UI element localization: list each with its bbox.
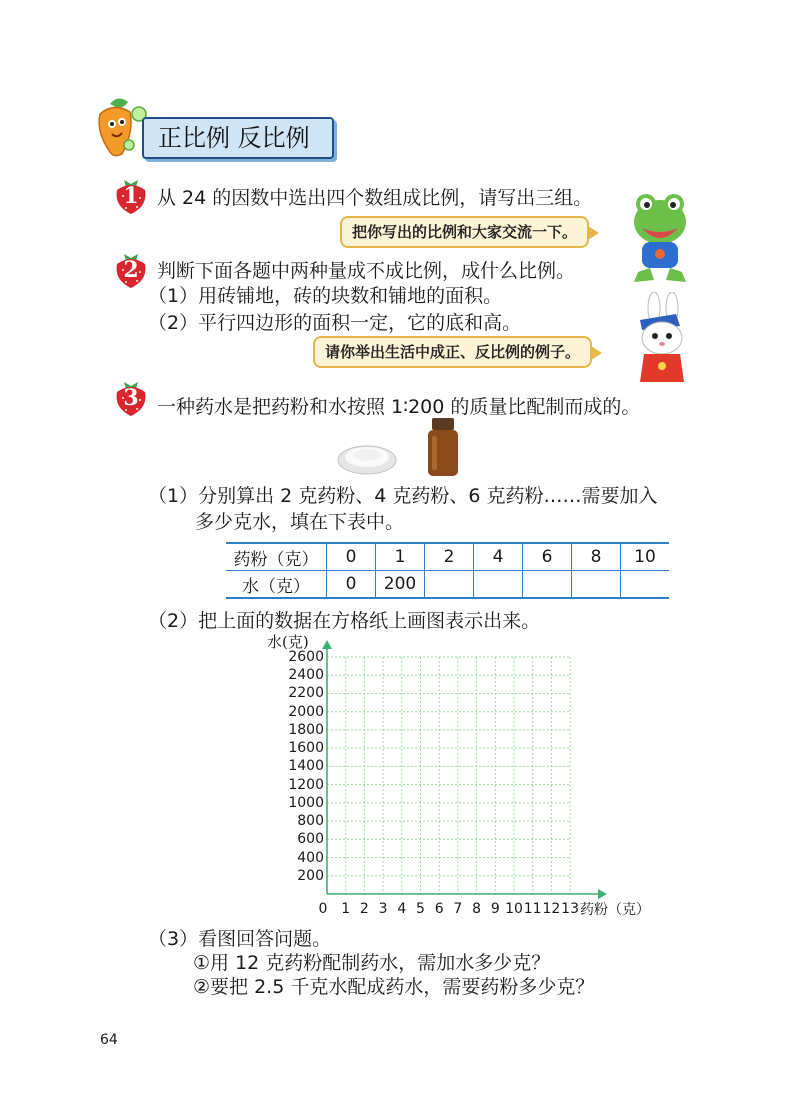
table-cell: 8: [572, 543, 621, 571]
table-cell: 4: [474, 543, 523, 571]
table-cell: 6: [523, 543, 572, 571]
question-1-text: 从 24 的因数中选出四个数组成比例，请写出三组。: [157, 187, 593, 209]
x-tick-label: 6: [434, 901, 444, 917]
x-tick-label: 13: [561, 901, 579, 917]
y-tick-label: 2000: [288, 703, 324, 720]
table-cell: 200: [376, 571, 425, 599]
y-tick-label: 800: [297, 813, 324, 830]
question-3-part3: （3）看图回答问题。: [148, 928, 332, 950]
question-3-part1-line2: 多少克水，填在下表中。: [195, 511, 405, 533]
question-2-item-2: （2）平行四边形的面积一定，它的底和高。: [148, 312, 522, 334]
chart-x-axis-label: 药粉（克）: [580, 902, 650, 918]
y-tick-label: 2400: [288, 667, 324, 684]
x-tick-label: 1: [341, 901, 351, 917]
question-number-1: 1: [123, 183, 139, 209]
y-tick-label: 1800: [288, 721, 324, 738]
question-2-item-1: （1）用砖铺地，砖的块数和铺地的面积。: [148, 285, 503, 307]
x-tick-label: 12: [542, 901, 561, 917]
x-tick-label: 0: [318, 901, 328, 917]
question-3-part3-q1: ①用 12 克药粉配制药水，需加水多少克？: [193, 952, 551, 974]
x-tick-label: 2: [359, 901, 369, 917]
y-tick-label: 1000: [288, 794, 324, 811]
y-tick-label: 200: [297, 867, 324, 884]
x-tick-label: 8: [472, 901, 482, 917]
question-number-3: 3: [123, 385, 139, 411]
table-row-header: 药粉（克）: [226, 543, 327, 571]
table-cell: 0: [327, 543, 376, 571]
question-number-2: 2: [123, 257, 139, 283]
y-tick-label: 400: [297, 849, 324, 866]
section-title: 正比例 反比例: [158, 124, 310, 152]
table-cell: 10: [621, 543, 670, 571]
question-3-part1-line1: （1）分别算出 2 克药粉、4 克药粉、6 克药粉……需要加入: [148, 485, 658, 507]
page-number: 64: [100, 1032, 118, 1048]
hint-bubble-1: 把你写出的比例和大家交流一下。: [340, 216, 589, 248]
x-tick-label: 9: [490, 901, 500, 917]
x-tick-label: 7: [453, 901, 463, 917]
x-tick-label: 4: [397, 901, 407, 917]
y-tick-label: 1400: [288, 758, 324, 775]
question-3-part2: （2）把上面的数据在方格纸上画图表示出来。: [148, 610, 541, 632]
x-tick-label: 5: [416, 901, 425, 917]
y-axis-arrow-icon: [322, 640, 332, 649]
x-axis-arrow-icon: [598, 889, 607, 899]
chart-y-axis-label: 水(克): [267, 633, 309, 651]
x-tick-label: 11: [523, 901, 542, 917]
table-cell: 2: [425, 543, 474, 571]
table-row-header: 水（克）: [226, 571, 327, 599]
y-tick-label: 1200: [288, 776, 324, 793]
x-tick-label: 10: [505, 901, 523, 917]
y-tick-label: 1600: [288, 740, 324, 757]
question-2-text: 判断下面各题中两种量成不成比例，成什么比例。: [157, 260, 576, 282]
y-tick-label: 600: [297, 831, 324, 848]
hint-bubble-2: 请你举出生活中成正、反比例的例子。: [313, 336, 592, 368]
question-3-part3-q2: ②要把 2.5 千克水配成药水，需要药粉多少克？: [193, 976, 595, 998]
x-tick-label: 3: [378, 901, 388, 917]
question-3-text: 一种药水是把药粉和水按照 1∶200 的质量比配制而成的。: [157, 396, 641, 418]
y-tick-label: 2600: [288, 649, 324, 665]
y-tick-label: 2200: [288, 685, 324, 702]
table-cell: 0: [327, 571, 376, 599]
table-cell: 1: [376, 543, 425, 571]
